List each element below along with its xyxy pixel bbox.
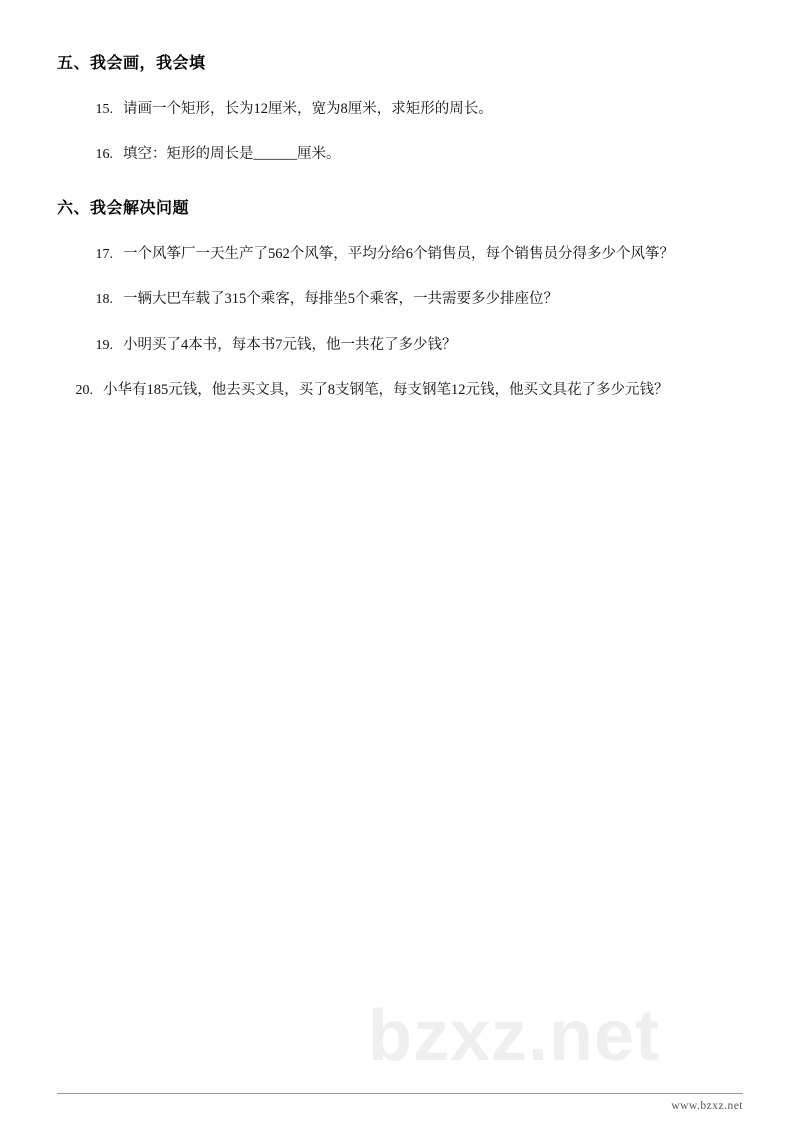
- question-text: 一辆大巴车载了315个乘客，每排坐5个乘客，一共需要多少排座位？: [123, 291, 558, 308]
- spacer: [57, 221, 747, 243]
- question-list-5: [57, 98, 747, 167]
- question-text: 请画一个矩形，长为12厘米，宽为8厘米，求矩形的周长。: [123, 101, 493, 117]
- spacer: [57, 167, 747, 197]
- section-heading-6: 六、我会解决问题: [57, 199, 190, 217]
- question-number: 20.: [75, 382, 93, 398]
- watermark: bzxz.net: [368, 996, 661, 1076]
- question-text: 填空：矩形的周长是______厘米。: [123, 146, 341, 163]
- question-number: 19.: [95, 337, 113, 353]
- spacer: [57, 312, 747, 334]
- question-item: [57, 288, 747, 311]
- question-item: [57, 379, 747, 402]
- question-item: [57, 98, 747, 121]
- question-number: 15.: [95, 102, 113, 117]
- question-number: 17.: [95, 246, 113, 262]
- footer-url: www.bzxz.net: [671, 1100, 743, 1112]
- question-number: 16.: [95, 147, 113, 163]
- spacer: [57, 76, 747, 98]
- question-text: 一个风筝厂一天生产了562个风筝，平均分给6个销售员，每个销售员分得多少个风筝？: [123, 245, 674, 262]
- spacer: [57, 357, 747, 379]
- document-content: [57, 52, 747, 402]
- question-item: [57, 143, 747, 166]
- spacer: [57, 266, 747, 288]
- question-text: 小华有185元钱，他去买文具，买了8支钢笔，每支钢笔12元钱，他买文具花了多少元钱？: [103, 381, 669, 398]
- question-number: 18.: [95, 292, 113, 308]
- footer-divider: [57, 1093, 743, 1094]
- question-item: [57, 334, 747, 357]
- section-heading-5: 五、我会画，我会填: [57, 55, 206, 72]
- question-item: [57, 243, 747, 266]
- spacer: [57, 121, 747, 143]
- question-text: 小明买了4本书，每本书7元钱，他一共花了多少钱？: [123, 336, 457, 353]
- question-list-6: [57, 243, 747, 403]
